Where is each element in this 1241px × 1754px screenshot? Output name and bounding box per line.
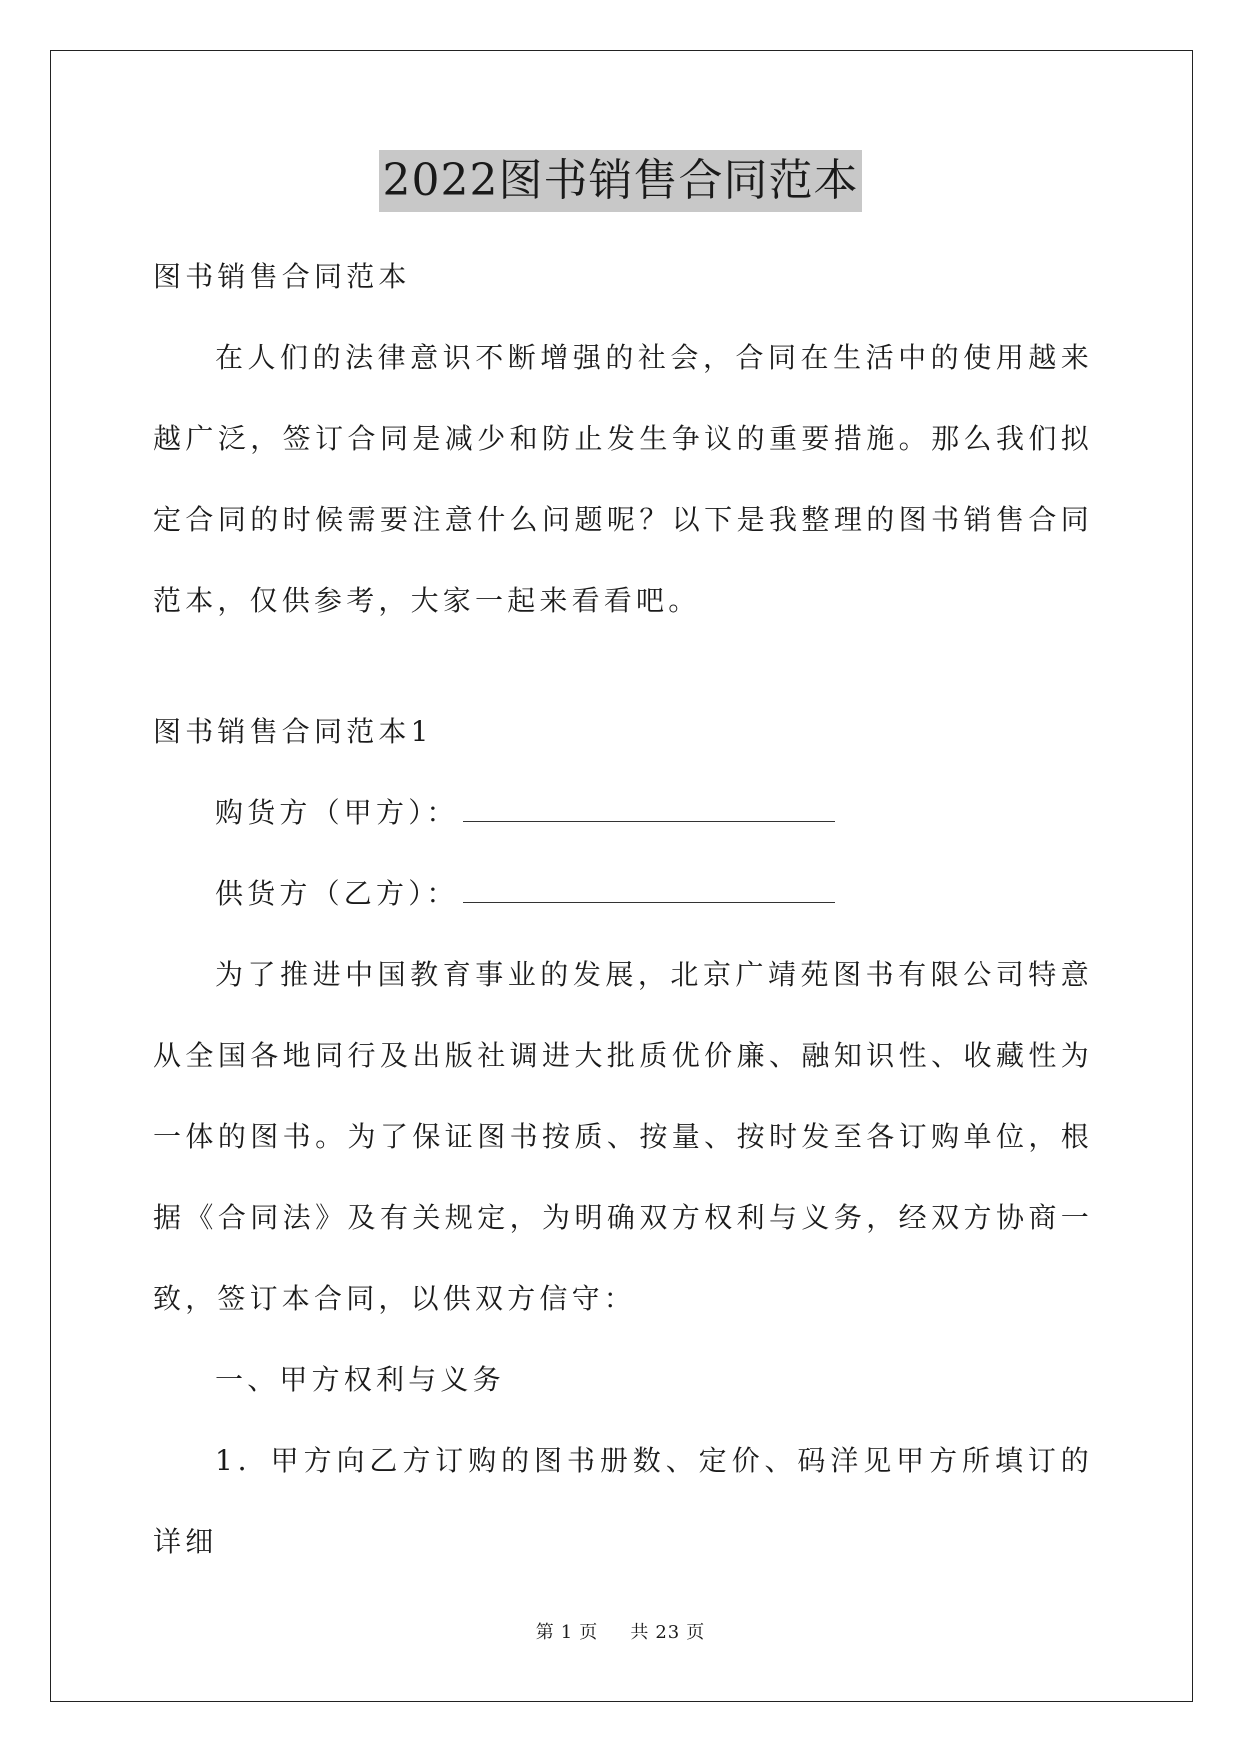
body-paragraph: 为了推进中国教育事业的发展，北京广靖苑图书有限公司特意从全国各地同行及出版社调进大批质优价廉、融知识性、收藏性为一体的图书。为了保证图书按质、按量、按时发至各订购单位，根据《合同法》及有关规定，为明确双方权利与义务，经双方协商一致，签订本合同，以供双方信守： bbox=[153, 958, 1093, 1315]
clause-1: 1．甲方向乙方订购的图书册数、定价、码洋见甲方所填订的详细 bbox=[153, 1444, 1093, 1558]
total-prefix: 共 bbox=[630, 1622, 650, 1643]
total-pages: 23 bbox=[655, 1622, 681, 1643]
seller-label: 供货方（乙方）： bbox=[215, 877, 459, 910]
total-pages-indicator bbox=[627, 1622, 708, 1643]
page-prefix: 第 bbox=[535, 1622, 555, 1643]
intro-paragraph: 在人们的法律意识不断增强的社会，合同在生活中的使用越来越广泛，签订合同是减少和防止发生争议的重要措施。那么我们拟定合同的时候需要注意什么问题呢？以下是我整理的图书销售合同范本，仅供参考，大家一起来看看吧。 bbox=[153, 341, 1093, 617]
document-body bbox=[153, 236, 1093, 1582]
clause-heading: 一、甲方权利与义务 bbox=[215, 1363, 505, 1396]
seller-blank-field bbox=[463, 880, 835, 903]
seller-line bbox=[153, 853, 1093, 934]
buyer-label: 购货方（甲方）： bbox=[215, 796, 459, 829]
title-container bbox=[0, 150, 1241, 212]
document-subtitle: 图书销售合同范本 bbox=[153, 260, 411, 293]
section-heading: 图书销售合同范本1 bbox=[153, 715, 433, 748]
document-title: 2022图书销售合同范本 bbox=[379, 150, 863, 212]
page-indicator bbox=[533, 1622, 601, 1643]
section-gap bbox=[153, 641, 1093, 691]
page-number: 1 bbox=[560, 1622, 574, 1643]
buyer-blank-field bbox=[463, 799, 835, 822]
total-suffix: 页 bbox=[686, 1622, 706, 1643]
page-footer bbox=[0, 1618, 1241, 1644]
page-suffix: 页 bbox=[579, 1622, 599, 1643]
buyer-line bbox=[153, 772, 1093, 853]
